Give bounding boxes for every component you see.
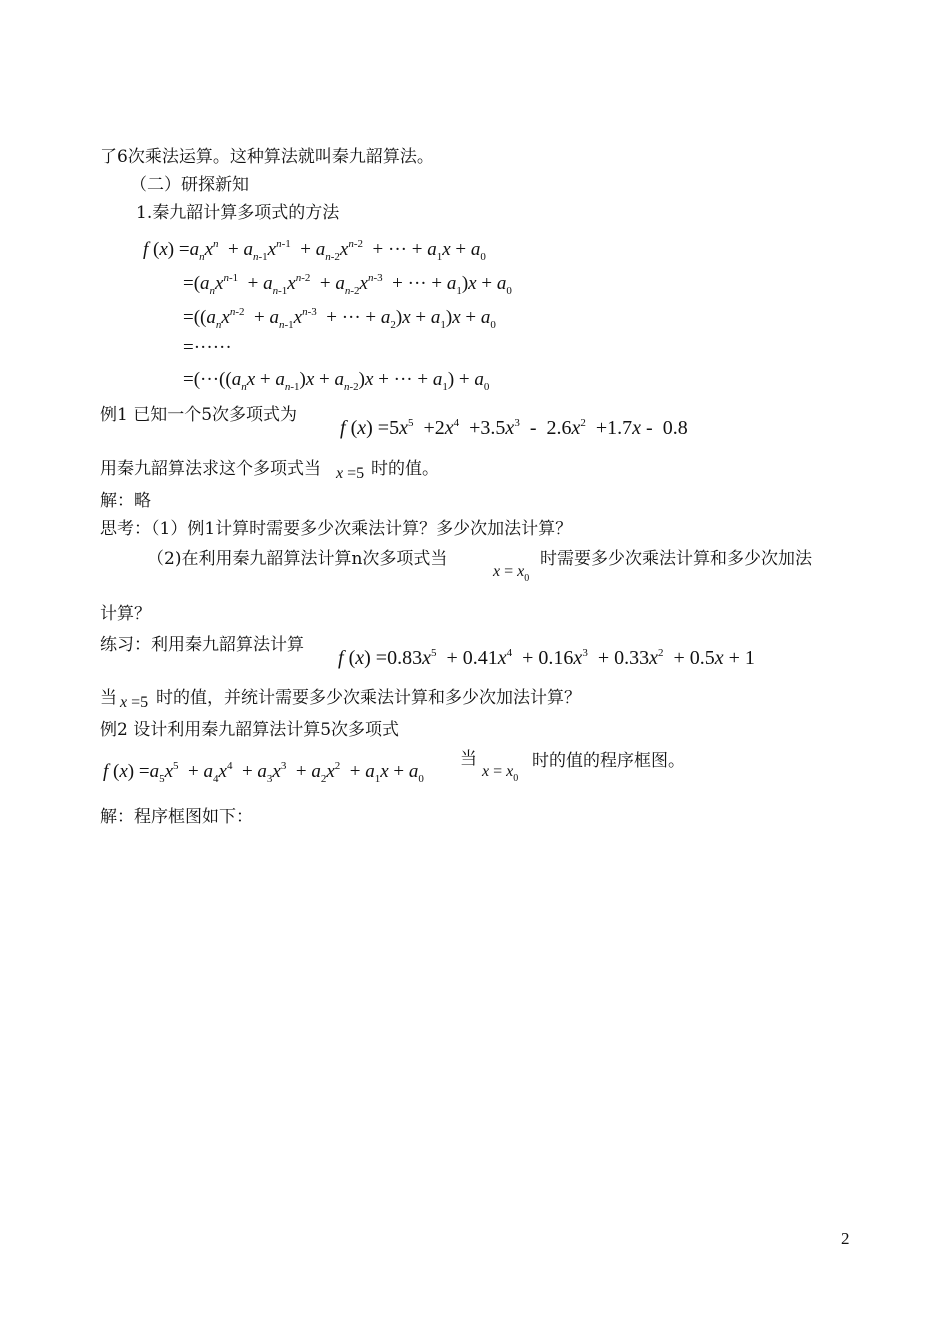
- section-heading: （二）研探新知: [130, 175, 249, 195]
- example-2-question-b: 时的值的程序框图。: [532, 751, 685, 771]
- formula-line-5: $=(\cdot\cdot\cdot((a_nx + a_{n-1})x + a_{n-2})x$ + ··· + $a_1) + a_0$: [183, 369, 490, 393]
- formula-line-3: $=((a_nx^{n-2} + a_{n-1}x^{n-3}$ + ··· + $a_2)x + a_1)x + a_0$: [183, 306, 496, 331]
- solution-1: 解：略: [100, 491, 151, 511]
- formula-line-1: f $(x) =a_nx^n + a_{n-1}x^{n-1} + a_{n-2}x^{n-2}$ + ··· + $a_1x + a_0$: [143, 238, 486, 263]
- think-question-2-b: 时需要多少次乘法计算和多少次加法: [540, 549, 812, 569]
- think-question-1: 思考：（1）例1计算时需要多少次乘法计算？多少次加法计算？: [100, 519, 573, 539]
- practice-question-b: 时的值，并统计需要多少次乘法计算和多少次加法计算？: [156, 688, 581, 708]
- practice-question-a: 当: [100, 688, 117, 708]
- example-1-x-value: x =5: [336, 465, 365, 482]
- example-1-polynomial: f $(x) =5x^5 +2x^4 +3.5x^3 - 2.6x^2 +1.7x - 0.8$: [340, 417, 688, 439]
- example-1-question-b: 时的值。: [371, 459, 439, 479]
- think-question-2-a: （2)在利用秦九韶算法计算n次多项式当: [147, 549, 448, 569]
- page-number: 2: [841, 1229, 850, 1248]
- think-question-2-x0: $x = x_0$: [493, 563, 530, 584]
- solution-2: 解：程序框图如下：: [100, 807, 253, 827]
- example-2-polynomial: f $(x) =a_5x^5 + a_4x^4 + a_3x^3 + a_2x^2 + a_1x + a_0$: [103, 760, 424, 785]
- practice-label: 练习：利用秦九韶算法计算: [100, 635, 304, 655]
- example-2-x0: $x = x_0$: [482, 763, 519, 784]
- example-1-question-a: 用秦九韶算法求这个多项式当: [100, 459, 321, 479]
- example-2-question-a: 当: [460, 749, 477, 769]
- example-1-label: 例1 已知一个5次多项式为: [100, 405, 298, 425]
- example-2-label: 例2 设计利用秦九韶算法计算5次多项式: [100, 720, 400, 740]
- para-line-1: 了6次乘法运算。这种算法就叫秦九韶算法。: [100, 147, 434, 167]
- practice-x-value: x =5: [120, 694, 149, 711]
- formula-line-2: $=(a_nx^{n-1} + a_{n-1}x^{n-2} + a_{n-2}x^{n-3}$ + ··· + $a_1)x + a_0$: [183, 272, 512, 297]
- practice-polynomial: f $(x) =0.83x^5 + 0.41x^4 + 0.16x^3 + 0.33x^2 + 0.5x + 1$: [338, 647, 755, 669]
- subsection-heading: 1.秦九韶计算多项式的方法: [136, 203, 340, 223]
- formula-line-4: =······: [183, 337, 232, 358]
- think-question-2-c: 计算？: [100, 604, 151, 624]
